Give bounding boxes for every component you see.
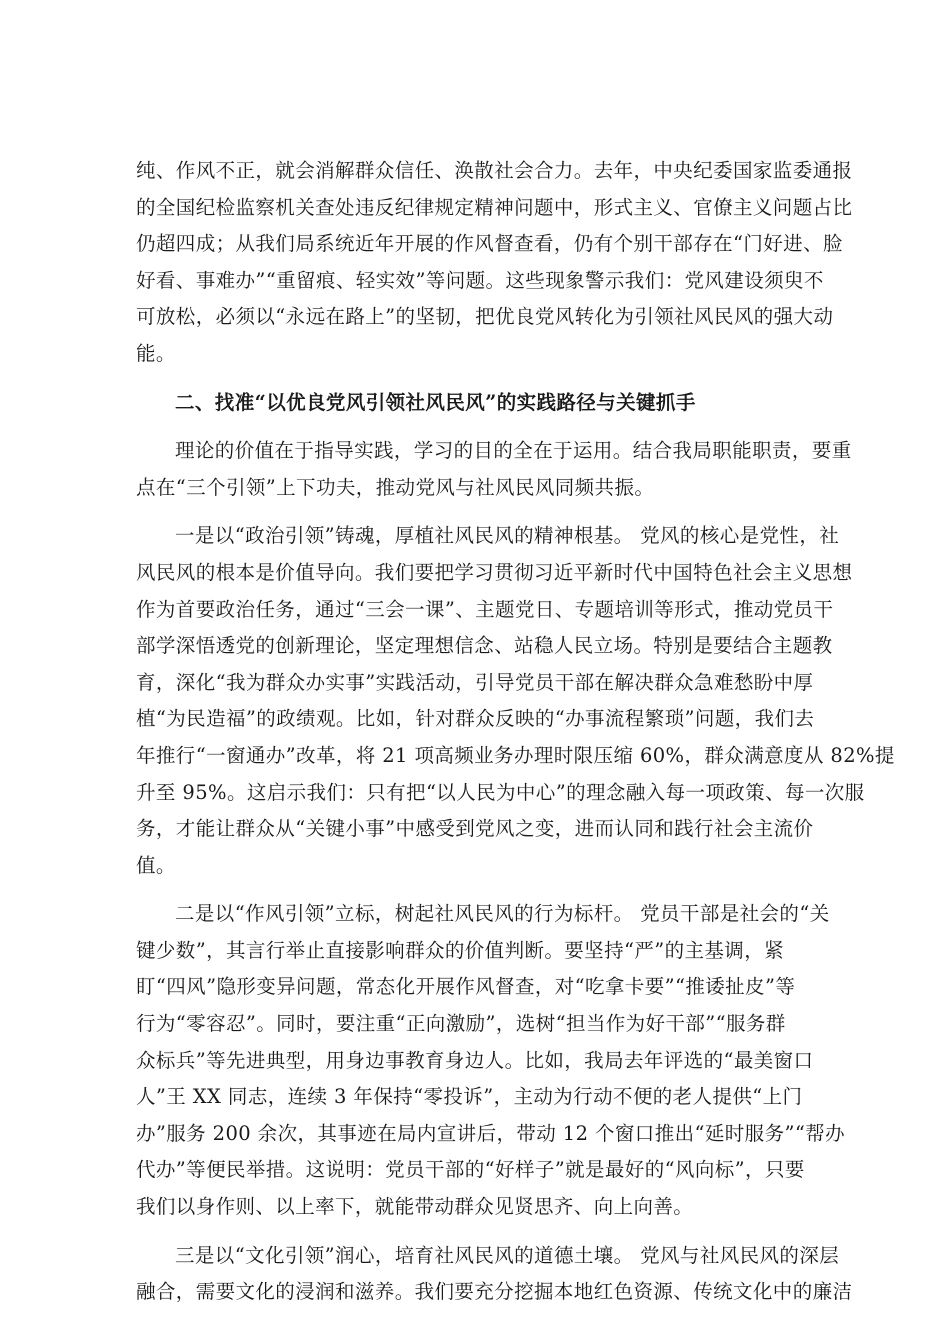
text-line: 融合，需要文化的浸润和滋养。我们要充分挖掘本地红色资源、传统文化中的廉洁 xyxy=(136,1280,853,1304)
paragraph-p2 xyxy=(136,433,852,506)
text-line: 纯、作风不正，就会消解群众信任、涣散社会合力。去年，中央纪委国家监委通报 xyxy=(136,159,853,182)
text-line: 键少数”，其言行举止直接影响群众的价值判断。要坚持“严”的主基调，紧 xyxy=(136,938,785,962)
section-heading-2 xyxy=(136,385,826,422)
text-line: 风民风的根本是价值导向。我们要把学习贯彻习近平新时代中国特色社会主义思想 xyxy=(136,560,853,584)
paragraph-p4 xyxy=(136,896,846,1225)
text-line: 育，深化“我为群众办实事”实践活动，引导党员干部在解决群众急难愁盼中厚 xyxy=(136,670,814,694)
text-line: 务，才能让群众从“关键小事”中感受到党风之变，进而认同和践行社会主流价 xyxy=(136,817,814,841)
text-line: 众标兵”等先进典型，用身边事教育身边人。比如，我局去年评选的“最美窗口 xyxy=(136,1048,814,1072)
text-line: 三是以“文化引领”润心，培育社风民风的道德土壤。 党风与社风民风的深层 xyxy=(175,1243,840,1267)
text-line: 好看、事难办”“重留痕、轻实效”等问题。这些现象警示我们：党风建设须臾不 xyxy=(136,268,824,292)
text-line: 作为首要政治任务，通过“三会一课”、主题党日、专题培训等形式，推动党员干 xyxy=(136,597,834,621)
text-line: 升至 95%。这启示我们：只有把“以人民为中心”的理念融入每一项政策、每一次服 xyxy=(136,780,865,804)
text-line: 理论的价值在于指导实践，学习的目的全在于运用。结合我局职能职责，要重 xyxy=(175,439,852,463)
text-line: 部学深悟透党的创新理论，坚定理想信念、站稳人民立场。特别是要结合主题教 xyxy=(136,634,833,658)
text-line: 年推行“一窗通办”改革，将 21 项高频业务办理时限压缩 60%，群众满意度从 82%提 xyxy=(136,743,895,767)
text-line: 我们以身作则、以上率下，就能带动群众见贤思齐、向上向善。 xyxy=(136,1195,694,1219)
text-line: 人”王 XX 同志，连续 3 年保持“零投诉”，主动为行动不便的老人提供“上门 xyxy=(136,1085,803,1109)
paragraph-p3 xyxy=(136,518,895,884)
text-line: 值。 xyxy=(136,853,176,877)
paragraph-p5 xyxy=(136,1238,853,1311)
text-line: 能。 xyxy=(136,341,176,365)
document-body xyxy=(136,153,895,1323)
heading-text: 二、找准“以优良党风引领社风民风”的实践路径与关键抓手 xyxy=(175,390,696,414)
text-line: 植“为民造福”的政绩观。比如，针对群众反映的“办事流程繁琐”问题，我们去 xyxy=(136,707,815,731)
text-line: 可放松，必须以“永远在路上”的坚韧，把优良党风转化为引领社风民风的强大动 xyxy=(136,305,834,329)
text-line: 行为“零容忍”。同时，要注重“正向激励”，选树“担当作为好干部”“服务群 xyxy=(136,1012,786,1036)
text-line: 盯“四风”隐形变异问题，常态化开展作风督查，对“吃拿卡要”“推诿扯皮”等 xyxy=(136,975,796,999)
text-line: 代办”等便民举措。这说明：党员干部的“好样子”就是最好的“风向标”，只要 xyxy=(136,1158,805,1182)
paragraph-p1 xyxy=(136,153,853,373)
text-line: 点在“三个引领”上下功夫，推动党风与社风民风同频共振。 xyxy=(136,475,655,499)
text-line: 二是以“作风引领”立标，树起社风民风的行为标杆。 党员干部是社会的“关 xyxy=(175,902,830,926)
text-line: 一是以“政治引领”铸魂，厚植社风民风的精神根基。 党风的核心是党性，社 xyxy=(175,524,840,548)
text-line: 仍超四成；从我们局系统近年开展的作风督查看，仍有个别干部存在“门好进、脸 xyxy=(136,232,843,256)
text-line: 办”服务 200 余次，其事迹在局内宣讲后，带动 12 个窗口推出“延时服务”“帮办 xyxy=(136,1121,846,1145)
text-line: 的全国纪检监察机关查处违反纪律规定精神问题中，形式主义、官僚主义问题占比 xyxy=(136,195,853,219)
